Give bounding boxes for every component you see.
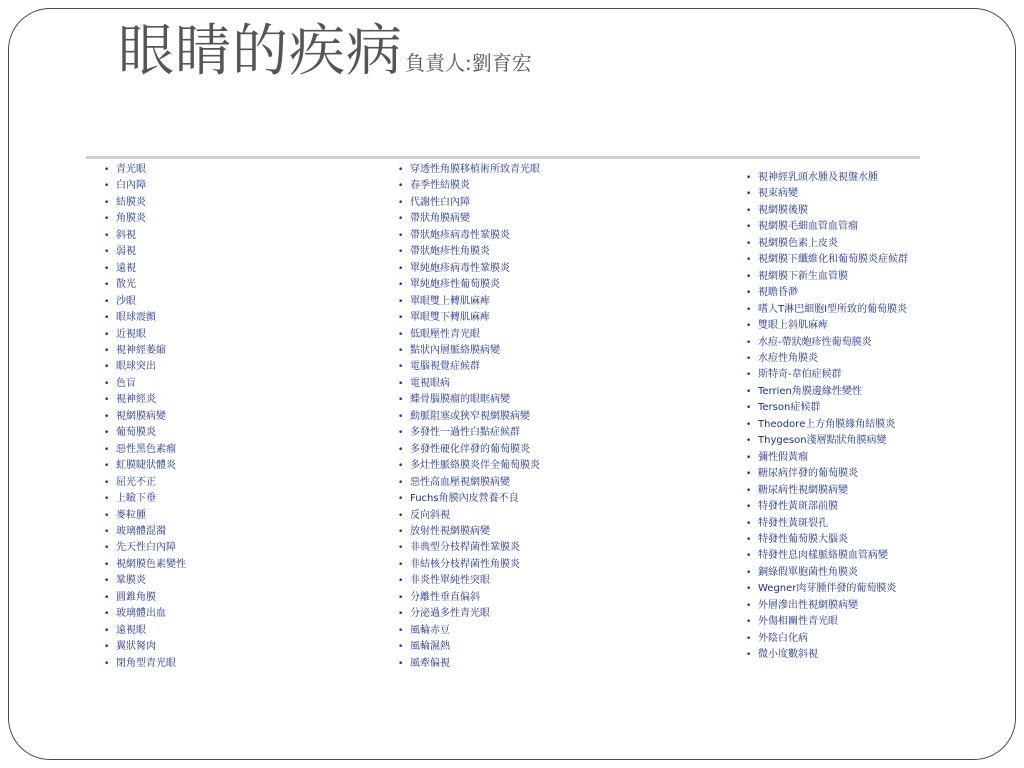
list-item: • 多發性一過性白點症候群: [398, 425, 540, 441]
list-item: • 白內障: [104, 178, 186, 194]
list-item: • 單眼雙上轉肌麻痺: [398, 294, 540, 310]
list-item: • 上瞼下垂: [104, 491, 186, 507]
list-item: • Theodore上方角膜緣角結膜炎: [746, 417, 908, 433]
list-item: • 點狀內層脈絡膜病變: [398, 343, 540, 359]
list-item: • 帶狀皰疹病毒性鞏膜炎: [398, 228, 540, 244]
list-item: • 斯特奇-韋伯症候群: [746, 367, 908, 383]
list-item: • 風輪濕熱: [398, 639, 540, 655]
list-item: • 閉角型青光眼: [104, 656, 186, 667]
disease-column-2: [398, 162, 540, 667]
list-item: • 特發性黃斑部前膜: [746, 499, 908, 515]
list-item: • 非炎性單純性突眼: [398, 573, 540, 589]
list-item: • 結膜炎: [104, 195, 186, 211]
list-item: • 遠視眼: [104, 623, 186, 639]
list-item: • 銅綠假單胞菌性角膜炎: [746, 565, 908, 581]
list-item: • 特發性息肉樣脈絡膜血管病變: [746, 548, 908, 564]
list-item: • 視網膜色素變性: [104, 557, 186, 573]
list-item: • 穿透性角膜移植術所致青光眼: [398, 162, 540, 178]
list-item: • 玻璃體出血: [104, 606, 186, 622]
list-item: • Fuchs角膜內皮營養不良: [398, 491, 540, 507]
list-item: • 非典型分枝桿菌性鞏膜炎: [398, 540, 540, 556]
list-item: • 多灶性脈絡膜炎伴全葡萄膜炎: [398, 458, 540, 474]
list-item: • 放射性視網膜病變: [398, 524, 540, 540]
list-item: • 虹膜睫狀體炎: [104, 458, 186, 474]
list-item: • 眼球震顫: [104, 310, 186, 326]
list-item: • Wegner肉芽腫伴發的葡萄膜炎: [746, 581, 908, 597]
list-item: • 鞏膜炎: [104, 573, 186, 589]
list-item: • 視束病變: [746, 186, 908, 202]
list-item: • 水痘-帶狀皰疹性葡萄膜炎: [746, 335, 908, 351]
list-item: • 眼球突出: [104, 359, 186, 375]
list-item: • 多發性硬化伴發的葡萄膜炎: [398, 442, 540, 458]
list-item: • 外層滲出性視網膜病變: [746, 598, 908, 614]
disease-list-panel: [86, 156, 920, 667]
list-item: • 單純皰疹性葡萄膜炎: [398, 277, 540, 293]
list-item: • 青光眼: [104, 162, 186, 178]
list-item: • 春季性結膜炎: [398, 178, 540, 194]
list-item: • 嗜人T淋巴細胞Ⅰ型所致的葡萄膜炎: [746, 302, 908, 318]
list-item: • 視網膜下新生血管膜: [746, 269, 908, 285]
list-item: • 糖尿病伴發的葡萄膜炎: [746, 466, 908, 482]
list-item: • 分離性垂直偏斜: [398, 590, 540, 606]
list-item: • 水痘性角膜炎: [746, 351, 908, 367]
list-item: • 分泌過多性青光眼: [398, 606, 540, 622]
list-item: • 反向斜視: [398, 508, 540, 524]
list-item: • 動脈阻塞或狹窄視網膜病變: [398, 409, 540, 425]
list-item: • 玻璃體混濁: [104, 524, 186, 540]
list-item: • 近視眼: [104, 327, 186, 343]
list-item: • 低眼壓性青光眼: [398, 327, 540, 343]
list-item: • 代謝性白內障: [398, 195, 540, 211]
list-item: • 特發性黃斑裂孔: [746, 516, 908, 532]
list-item: • 帶狀角膜病變: [398, 211, 540, 227]
list-item: • 風輪赤豆: [398, 623, 540, 639]
list-item: • 翼狀胬肉: [104, 639, 186, 655]
list-item: • 特發性葡萄膜大腦炎: [746, 532, 908, 548]
list-item: • 彌性假黃瘤: [746, 450, 908, 466]
list-item: • 視網膜色素上皮炎: [746, 236, 908, 252]
list-item: • 單純皰疹病毒性鞏膜炎: [398, 261, 540, 277]
list-item: • 蝶骨腦膜瘤的眼眶病變: [398, 392, 540, 408]
list-item: • 葡萄膜炎: [104, 425, 186, 441]
list-item: • 角膜炎: [104, 211, 186, 227]
list-item: • 惡性黑色素瘤: [104, 442, 186, 458]
list-item: • 屈光不正: [104, 475, 186, 491]
list-item: • Thygeson淺層點狀角膜病變: [746, 433, 908, 449]
disease-column-3: [746, 170, 908, 664]
list-item: • 帶狀皰疹性角膜炎: [398, 244, 540, 260]
list-item: • 雙眼上斜肌麻痺: [746, 318, 908, 334]
list-item: • 色盲: [104, 376, 186, 392]
list-item: • 斜視: [104, 228, 186, 244]
slide-title: [118, 12, 532, 92]
list-item: • 外陰白化病: [746, 631, 908, 647]
list-item: • 弱視: [104, 244, 186, 260]
list-item: • 電腦視覺症候群: [398, 359, 540, 375]
list-item: • 電視眼病: [398, 376, 540, 392]
title-subtitle: 負責人:劉育宏: [405, 51, 532, 75]
list-item: • 視瞻昏渺: [746, 285, 908, 301]
list-item: • 非結核分枝桿菌性角膜炎: [398, 557, 540, 573]
list-item: • Terrien角膜邊緣性變性: [746, 384, 908, 400]
list-item: • 視神經乳頭水腫及視盤水腫: [746, 170, 908, 186]
list-item: • 先天性白內障: [104, 540, 186, 556]
list-item: • 散光: [104, 277, 186, 293]
list-item: • 微小度數斜視: [746, 647, 908, 663]
list-item: • 圓錐角膜: [104, 590, 186, 606]
list-item: • 沙眼: [104, 294, 186, 310]
list-item: • 視網膜毛細血管血管瘤: [746, 219, 908, 235]
list-item: • 風牽偏視: [398, 656, 540, 667]
list-item: • Terson症候群: [746, 400, 908, 416]
disease-column-1: [104, 162, 186, 667]
title-main: 眼睛的疾病: [118, 19, 403, 84]
list-item: • 麥粒腫: [104, 508, 186, 524]
list-item: • 視神經萎縮: [104, 343, 186, 359]
list-item: • 視神經炎: [104, 392, 186, 408]
list-item: • 視網膜後膜: [746, 203, 908, 219]
list-item: • 視網膜下纖維化和葡萄膜炎症候群: [746, 252, 908, 268]
list-item: • 遠視: [104, 261, 186, 277]
list-item: • 外傷相關性青光眼: [746, 614, 908, 630]
list-item: • 視網膜病變: [104, 409, 186, 425]
list-item: • 單眼雙下轉肌麻痺: [398, 310, 540, 326]
list-item: • 惡性高血壓視網膜病變: [398, 475, 540, 491]
list-item: • 糖尿病性視網膜病變: [746, 483, 908, 499]
